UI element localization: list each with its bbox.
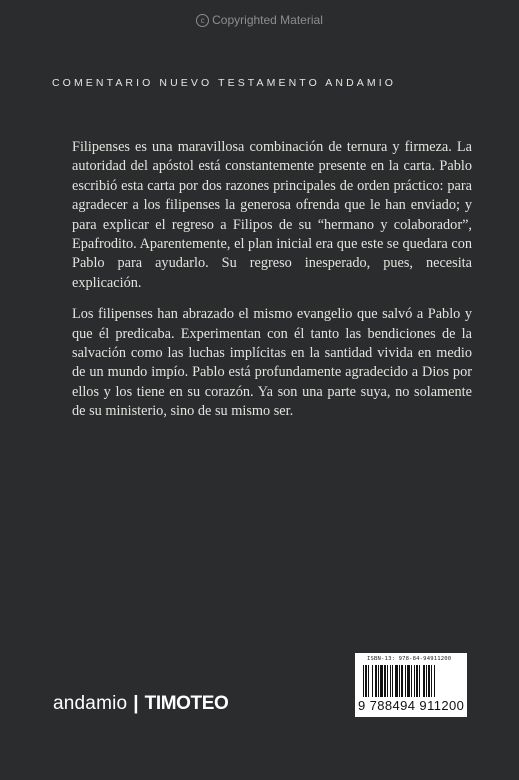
barcode-bar <box>380 665 383 697</box>
barcode-bar <box>431 665 432 697</box>
barcode-bar <box>387 665 388 697</box>
barcode-bar <box>423 665 425 697</box>
barcode-bar <box>405 665 406 697</box>
publisher-separator: | <box>133 693 139 714</box>
barcode-bar <box>428 665 430 697</box>
barcode-bar <box>414 665 415 697</box>
back-cover-blurb <box>72 138 472 434</box>
barcode-bar <box>384 665 386 697</box>
barcode-bar <box>390 665 391 697</box>
series-title: COMENTARIO NUEVO TESTAMENTO ANDAMIO <box>52 77 396 89</box>
barcode-bar <box>434 665 435 697</box>
barcode-bar <box>416 665 418 697</box>
barcode-bar <box>401 665 403 697</box>
barcode-bar <box>368 665 369 697</box>
barcode-bar <box>407 665 410 697</box>
watermark-text: Copyrighted Material <box>212 13 323 27</box>
publisher-logo <box>53 693 228 715</box>
barcode-bar <box>395 665 398 697</box>
barcode-bar <box>426 665 427 697</box>
barcode-bar <box>365 665 367 697</box>
barcode-bar <box>363 665 364 697</box>
blurb-paragraph-2: Los filipenses han abrazado el mismo evangelio que salvó a Pablo y que él predicaba. Experimentan con él tanto las bendiciones de la salvación como las luchas implícitas en la santidad vivida en medio de un mundo impío. Pablo está profundamente agradecido a Dios por ellos y los tiene en su corazón. Ya son una parte suya, no solamente de su ministerio, sino de su mismo ser. <box>72 306 472 420</box>
barcode-bar <box>378 665 379 697</box>
barcode-bar <box>399 665 400 697</box>
publisher-name-andamio: andamio <box>53 693 128 714</box>
barcode-bar <box>419 665 420 697</box>
copyright-watermark <box>0 13 519 27</box>
blurb-paragraph-1: Filipenses es una maravillosa combinación de ternura y firmeza. La autoridad del apóstol está constantemente presente en la carta. Pablo escribió esta carta por dos razones principales de orden práctico: para agradecer a los filipenses la generosa ofrenda que le han enviado; y para explicar el regreso a Filipos de su “hermano y colaborador”, Epafrodito. Aparentemente, el plan inicial era que este se quedara con Pablo para ayudarlo. Su regreso inesperado, pues, necesita explicación. <box>72 139 472 291</box>
isbn-label: ISBN-13: 978-84-94911200 <box>367 656 452 662</box>
isbn-barcode <box>355 653 467 717</box>
barcode-bar <box>392 665 393 697</box>
barcode-bar <box>411 665 412 697</box>
copyright-icon: c <box>196 14 209 27</box>
barcode-digits: 9 788494 911200 <box>358 698 465 713</box>
barcode-bars <box>361 665 461 699</box>
barcode-bar <box>375 665 377 697</box>
barcode-bar <box>372 665 373 697</box>
publisher-name-timoteo: TIMOTEO <box>144 693 229 714</box>
